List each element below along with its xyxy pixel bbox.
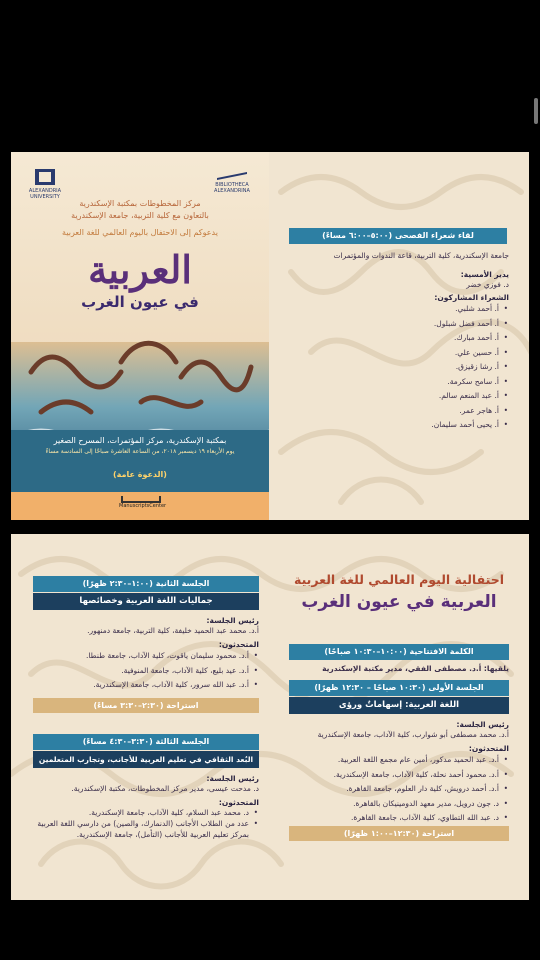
- partner-line: بالتعاون مع كلية التربية، جامعة الإسكندرية: [71, 211, 209, 220]
- library-roof-icon: [215, 168, 249, 180]
- manuscripts-center-logo: [119, 496, 167, 516]
- participants-list: [281, 302, 509, 433]
- list-item: • أ. أحمد فضل شبلول.: [281, 317, 499, 332]
- chair-name: أ.د. محمد عبد الحميد خليفة، كلية التربية، جامعة دمنهور.: [87, 626, 259, 635]
- host-label: يدير الأمسية:: [460, 270, 509, 279]
- cover-poster: [11, 152, 269, 520]
- session3-title: البُعد الثقافي في تعليم العربية للأجانب، وتجارب المتعلمين: [33, 751, 259, 768]
- logo-caption: ALEXANDRIA UNIVERSITY: [28, 188, 62, 200]
- speakers-list: [33, 807, 259, 840]
- manuscript-icon: [121, 496, 161, 503]
- session2-header: الجلسة الثانية (١:٠٠–٢:٣٠ ظهرًا): [33, 576, 259, 592]
- break2-bar: استراحة (٢:٣٠–٣:٣٠ مساءً): [33, 698, 259, 713]
- session3-header: الجلسة الثالثة (٣:٣٠–٤:٣٠ مساءً): [33, 734, 259, 750]
- list-item: • أ. سامح سكرمة.: [281, 375, 499, 390]
- list-item: • أ. أحمد شلبي.: [281, 302, 499, 317]
- list-item: • أ.د. عبد الله سرور، كلية الآداب، جامعة الإسكندرية.: [33, 678, 249, 693]
- program-panel: [11, 534, 529, 900]
- date-text: يوم الأربعاء ١٩ ديسمبر ٢٠١٨، من الساعة العاشرة صباحًا إلى السادسة مساءً: [45, 448, 235, 455]
- program-title: العربية في عيون الغرب: [301, 592, 497, 612]
- session1-title: اللغة العربية: إسهاماتٌ ورؤى: [289, 697, 509, 714]
- university-seal-icon: [34, 168, 56, 186]
- list-item: • د. محمد عبد السلام، كلية الآداب، جامعة الإسكندرية.: [33, 807, 249, 818]
- list-item: • د. عبد الله التطاوي، كلية الآداب، جامعة القاهرة.: [281, 811, 499, 826]
- list-item: • أ. يحيى أحمد سليمان.: [281, 418, 499, 433]
- venue-text: بمكتبة الإسكندرية، مركز المؤتمرات، المسرح الصغير: [53, 436, 227, 445]
- session2-title: جماليات اللغة العربية وخصائصها: [33, 593, 259, 610]
- speakers-list: [281, 753, 509, 826]
- cover-subtitle: في عيون الغرب: [81, 293, 199, 311]
- opening-speaker: يلقيها: أ.د. مصطفى الفقي، مدير مكتبة الإسكندرية: [322, 664, 509, 673]
- organizer-line: مركز المخطوطات بمكتبة الإسكندرية: [79, 199, 201, 208]
- alexandria-university-logo: [25, 168, 65, 200]
- speakers-label: المتحدثون:: [218, 640, 259, 649]
- invite-line: يدعوكم إلى الاحتفال باليوم العالمي للغة العربية: [62, 228, 218, 237]
- chair-name: أ.د. محمد مصطفى أبو شوارب، كلية الآداب، جامعة الإسكندرية: [317, 730, 509, 739]
- break1-bar: استراحة (١٢:٣٠–١:٠٠ ظهرًا): [289, 826, 509, 841]
- list-item: • أ. رشا زقيزق.: [281, 360, 499, 375]
- list-item: • د. جون درويل، مدير معهد الدومينيكان بالقاهرة.: [281, 797, 499, 812]
- chair-label: رئيس الجلسة:: [456, 720, 509, 729]
- list-item: • أ. عبد المنعم سالم.: [281, 389, 499, 404]
- list-item: • أ.د. محمود أحمد نحلة، كلية الآداب، جامعة الإسكندرية.: [281, 768, 499, 783]
- cover-title: العربية: [88, 247, 192, 292]
- chair-label: رئيس الجلسة:: [206, 616, 259, 625]
- list-item: • أ. حسين علي.: [281, 346, 499, 361]
- list-item: • أ.د. أحمد درويش، كلية دار العلوم، جامعة القاهرة.: [281, 782, 499, 797]
- session3-details: [33, 774, 259, 840]
- host-name: د. فوزي خضر: [466, 280, 509, 289]
- open-invitation: (الدعوة عامة): [113, 470, 167, 479]
- bibliotheca-logo: [207, 168, 257, 194]
- list-item: • عدد من الطلاب الأجانب (الدنمارك، والصين) من دارسي اللغة العربية بمركز تعليم العربية للأجانب (التأمل)، جامعة الإسكندرية.: [33, 818, 249, 840]
- chair-label: رئيس الجلسة:: [206, 774, 259, 783]
- session2-details: [33, 616, 259, 693]
- opening-header: الكلمة الافتتاحية (١٠:٠٠–١٠:٣٠ صباحًا): [289, 644, 509, 660]
- session1-header: الجلسة الأولى (١٠:٣٠ صباحًا – ١٢:٣٠ ظهرًا): [289, 680, 509, 696]
- list-item: • أ. هاجر عمر.: [281, 404, 499, 419]
- speakers-label: المتحدثون:: [468, 744, 509, 753]
- list-item: • أ.د. محمود سليمان ياقوت، كلية الآداب، جامعة طنطا.: [33, 649, 249, 664]
- scrollbar[interactable]: [534, 98, 538, 124]
- poetry-details: [281, 270, 509, 433]
- logo-caption: BIBLIOTHECA ALEXANDRINA: [214, 182, 250, 194]
- participants-label: الشعراء المشاركون:: [434, 293, 509, 302]
- speakers-label: المتحدثون:: [218, 798, 259, 807]
- footer-logo-text: ManuscriptsCenter: [119, 503, 167, 509]
- invitation-panel: [11, 152, 529, 520]
- chair-name: د. مدحت عيسى، مدير مركز المخطوطات، مكتبة الإسكندرية.: [71, 784, 259, 793]
- poetry-venue: جامعة الإسكندرية، كلية التربية، قاعة الندوات والمؤتمرات: [333, 251, 509, 260]
- list-item: • أ.د. عبد الحميد مدكور، أمين عام مجمع اللغة العربية.: [281, 753, 499, 768]
- list-item: • أ. أحمد مبارك.: [281, 331, 499, 346]
- program-heading: احتفالية اليوم العالمي للغة العربية: [293, 572, 505, 587]
- session1-details: [281, 720, 509, 826]
- poetry-session-header: لقاء شعراء الفصحى (٥:٠٠–٦:٠٠ مساءً): [289, 228, 507, 244]
- list-item: • أ.د. عيد بليع، كلية الآداب، جامعة المنوفية.: [33, 664, 249, 679]
- speakers-list: [33, 649, 259, 693]
